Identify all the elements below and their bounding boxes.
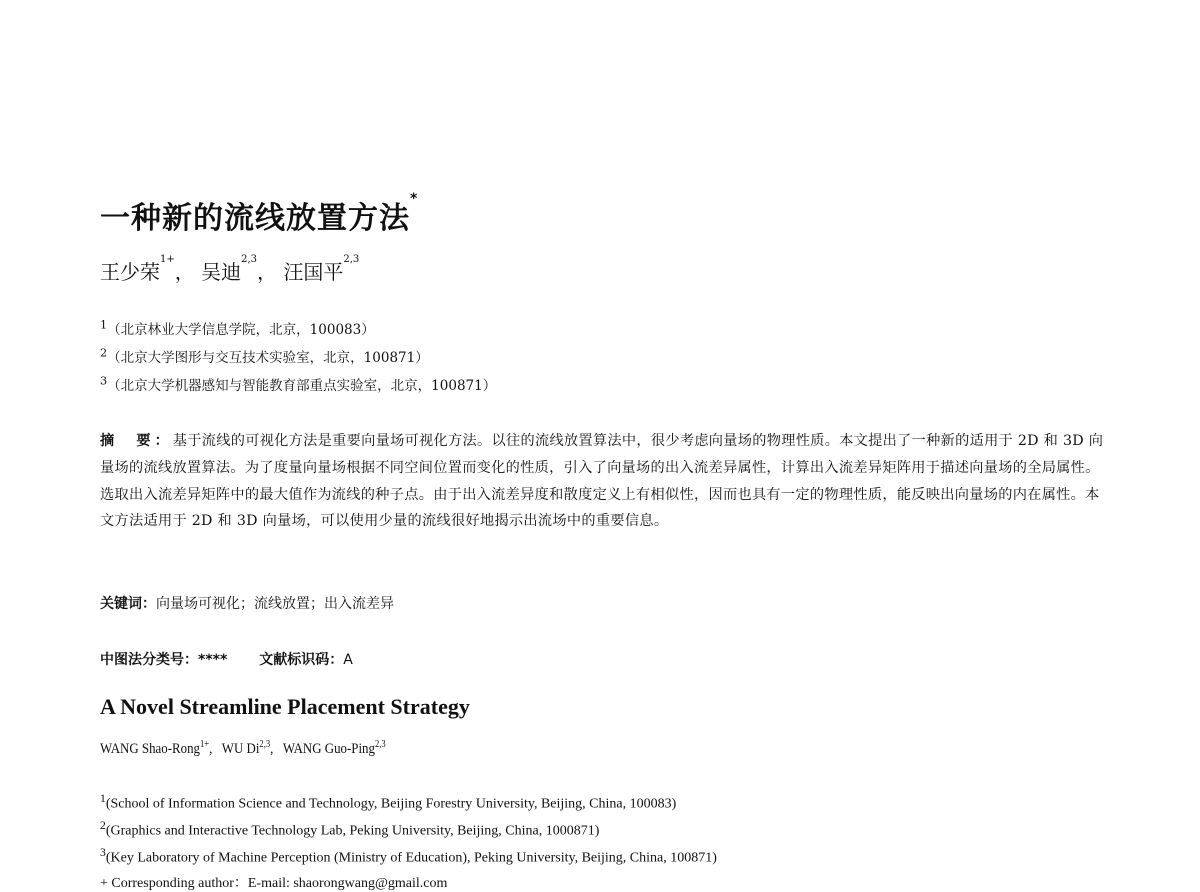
affiliation-en-text: (Graphics and Interactive Technology Lab, Peking University, Beijing, China, 1000871) xyxy=(105,823,600,839)
author-cn-sep: ， xyxy=(174,260,195,284)
author-en-sup: 2,3 xyxy=(374,739,386,750)
affiliation-cn-3 xyxy=(100,374,496,394)
authors-cn xyxy=(100,256,359,285)
corresponding-author: + Corresponding author：E-mail: shaorongwang@gmail.com xyxy=(100,876,448,891)
affiliation-cn-2 xyxy=(100,346,429,366)
affiliation-en-1 xyxy=(100,792,676,813)
author-cn-name: 汪国平 xyxy=(283,260,344,284)
author-cn-sup: 2,3 xyxy=(343,254,360,265)
affiliation-en-num: 1 xyxy=(100,792,106,805)
affiliation-cn-1 xyxy=(100,318,375,338)
authors-en xyxy=(100,741,386,758)
author-en-name: WANG Guo-Ping xyxy=(282,741,375,757)
author-en-sep: , xyxy=(209,741,222,757)
author-cn-name: 王少荣 xyxy=(100,260,160,284)
paper-title-cn xyxy=(100,193,418,237)
author-en-sep: , xyxy=(270,741,283,757)
keywords-cn-label: 关键词： xyxy=(100,596,156,612)
doc-code-value: A xyxy=(343,652,353,668)
affiliation-en-text: (School of Information Science and Technology, Beijing Forestry University, Beijing, China, 100083) xyxy=(105,796,677,812)
author-cn-sup: 1+ xyxy=(160,254,175,265)
affiliation-cn-text: （北京大学机器感知与智能教育部重点实验室，北京，100871） xyxy=(107,378,497,394)
author-en-sup: 2,3 xyxy=(259,739,271,750)
classification-line xyxy=(100,649,353,669)
doc-code-label: 文献标识码： xyxy=(259,652,344,668)
keywords-cn xyxy=(100,593,394,613)
classification-value: **** xyxy=(198,652,228,668)
affiliation-cn-num: 1 xyxy=(100,318,108,332)
affiliation-en-num: 2 xyxy=(100,819,106,832)
author-cn-sup: 2,3 xyxy=(241,254,258,265)
author-en-sup: 1+ xyxy=(199,739,210,750)
paper-title-en: A Novel Streamline Placement Strategy xyxy=(100,694,470,719)
abstract-cn xyxy=(100,428,1110,535)
affiliation-en-2 xyxy=(100,819,599,840)
affiliation-cn-num: 3 xyxy=(100,374,108,388)
affiliation-en-text: (Key Laboratory of Machine Perception (Ministry of Education), Peking University, Beijing, China, 100871) xyxy=(105,850,717,866)
author-en-name: WU Di xyxy=(221,741,260,757)
affiliation-en-num: 3 xyxy=(100,846,106,859)
keywords-cn-text: 向量场可视化；流线放置；出入流差异 xyxy=(156,596,394,612)
author-cn-sep: ， xyxy=(257,260,278,284)
affiliation-cn-num: 2 xyxy=(100,346,108,360)
paper-title-cn-text: 一种新的流线放置方法 xyxy=(100,201,410,236)
affiliation-cn-text: （北京林业大学信息学院，北京，100083） xyxy=(107,322,375,338)
author-cn-name: 吴迪 xyxy=(201,260,242,284)
abstract-cn-text: 基于流线的可视化方法是重要向量场可视化方法。以往的流线放置算法中，很少考虑向量场的物理性质。本文提出了一种新的适用于 2D 和 3D 向量场的流线放置算法。为了度量向量场根据不同空间位置而变化的性质，引入了向量场的出入流差异属性，计算出入流差异矩阵用于描述向量场的全局属性。选取出入流差异矩阵中的最大值作为流线的种子点。由于出入流差异度和散度定义上有相似性，因而也具有一定的物理性质，能反映出向量场的内在属性。本文方法适用于 2D 和 3D 向量场，可以使用少量的流线很好地揭示出流场中的重要信息。 xyxy=(100,433,1104,530)
title-footnote-mark: * xyxy=(410,191,419,207)
affiliation-cn-text: （北京大学图形与交互技术实验室，北京，100871） xyxy=(107,350,429,366)
abstract-cn-label: 摘 要： xyxy=(100,433,173,449)
author-en-name: WANG Shao-Rong xyxy=(100,741,200,757)
classification-label: 中图法分类号： xyxy=(100,652,198,668)
affiliation-en-3 xyxy=(100,846,717,867)
